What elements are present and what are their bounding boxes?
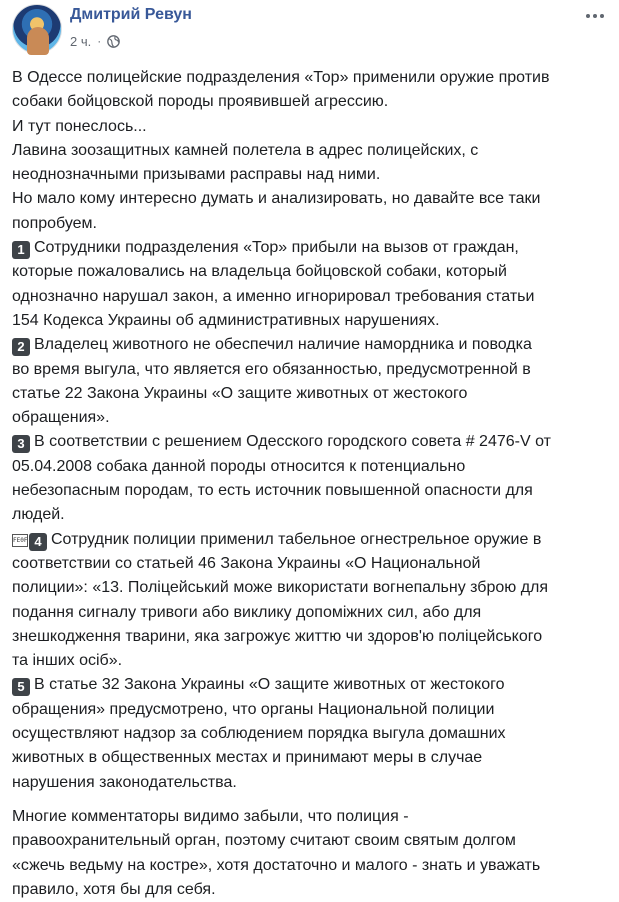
keycap-1-icon: 1 — [12, 241, 30, 259]
meta-separator: · — [97, 34, 102, 48]
text-line: 05.04.2008 собака данной породы относится к потенциально — [12, 457, 466, 475]
text-line: во время выгула, что является его обязанностью, предусмотренной в — [12, 360, 531, 378]
text-line: знешкодження тварини, яка загрожує життю чи здоров'ю поліцейського — [12, 627, 543, 645]
list-item-4 — [12, 528, 610, 674]
keycap-3-icon: 3 — [12, 435, 30, 453]
keycap-5-icon: 5 — [12, 678, 30, 696]
text-line: собаки бойцовской породы проявившей агрессию. — [12, 93, 389, 111]
text-line: та інших осіб». — [12, 652, 123, 670]
intro-block — [12, 66, 610, 236]
text-line: Лавина зоозащитных камней полетела в адрес полицейских, с — [12, 141, 479, 159]
post-header — [12, 4, 607, 56]
text-line: Владелец животного не обеспечил наличие намордника и поводка — [34, 336, 532, 354]
text-line: В Одессе полицейские подразделения «Тор» применили оружие против — [12, 69, 550, 86]
text-line: однозначно нарушал закон, а именно игнорировал требования статьи — [12, 287, 535, 305]
text-line: соответствии со статьей 46 Закона Украины «О Национальной — [12, 554, 481, 572]
list-item-3 — [12, 430, 610, 527]
text-line: нарушения законодательства. — [12, 773, 237, 791]
text-line: В соответствии с решением Одесского городского совета # 2476-V от — [34, 433, 551, 451]
list-item-2 — [12, 333, 610, 430]
text-line: Сотрудник полиции применил табельное огнестрельное оружие в — [51, 530, 542, 548]
more-horizontal-icon[interactable] — [583, 6, 607, 26]
text-line: обращения» предусмотрено, что органы Национальной полиции — [12, 700, 495, 718]
text-line: животных в общественных местах и принимают меры в случае — [12, 749, 483, 767]
text-line: осуществляют надзор за соблюдением порядка выгула домашних — [12, 725, 506, 743]
text-line: правило, хотя бы для себя. — [12, 880, 216, 898]
text-line: небезопасным породам, то есть источник повышенной опасности для — [12, 482, 533, 500]
list-item-5 — [12, 673, 610, 794]
text-line: обращения». — [12, 409, 110, 427]
post-meta — [70, 32, 120, 50]
closing-paragraph — [12, 805, 610, 902]
author-name[interactable]: Дмитрий Ревун — [70, 6, 192, 23]
keycap-2-icon: 2 — [12, 338, 30, 356]
post-time[interactable]: 2 ч. — [70, 33, 92, 49]
text-line: статье 22 Закона Украины «О защите животных от жестокого — [12, 384, 468, 402]
text-line: И тут понеслось... — [12, 117, 147, 135]
text-line: 154 Кодекса Украины об административных нарушениях. — [12, 311, 440, 329]
post-text — [12, 66, 610, 902]
globe-icon[interactable] — [107, 35, 120, 48]
text-line: полиции»: «13. Поліцейський може використати вогнепальну зброю для — [12, 579, 549, 597]
text-line: В статье 32 Закона Украины «О защите животных от жестокого — [34, 676, 505, 694]
text-line: правоохранительный орган, поэтому считают своим святым долгом — [12, 832, 516, 850]
keycap-4-icon: 4 — [29, 533, 47, 551]
text-line: Многие комментаторы видимо забыли, что полиция - — [12, 807, 409, 825]
text-line: подання сигналу тривоги або виклику допоміжних сил, або для — [12, 603, 482, 621]
list-item-1 — [12, 236, 610, 333]
text-line: которые пожаловались на владельца бойцовской собаки, который — [12, 263, 507, 281]
replacement-glyph-icon: FE0F — [12, 534, 28, 547]
avatar[interactable] — [12, 4, 62, 54]
text-line: попробуем. — [12, 214, 97, 232]
text-line: «сжечь ведьму на костре», хотя достаточно и малого - знать и уважать — [12, 856, 541, 874]
text-line: людей. — [12, 506, 65, 524]
text-line: неоднозначными призывами расправы над ними. — [12, 166, 381, 184]
text-line: Сотрудники подразделения «Тор» прибыли на вызов от граждан, — [34, 239, 519, 257]
text-line: Но мало кому интересно думать и анализировать, но давайте все таки — [12, 190, 541, 208]
